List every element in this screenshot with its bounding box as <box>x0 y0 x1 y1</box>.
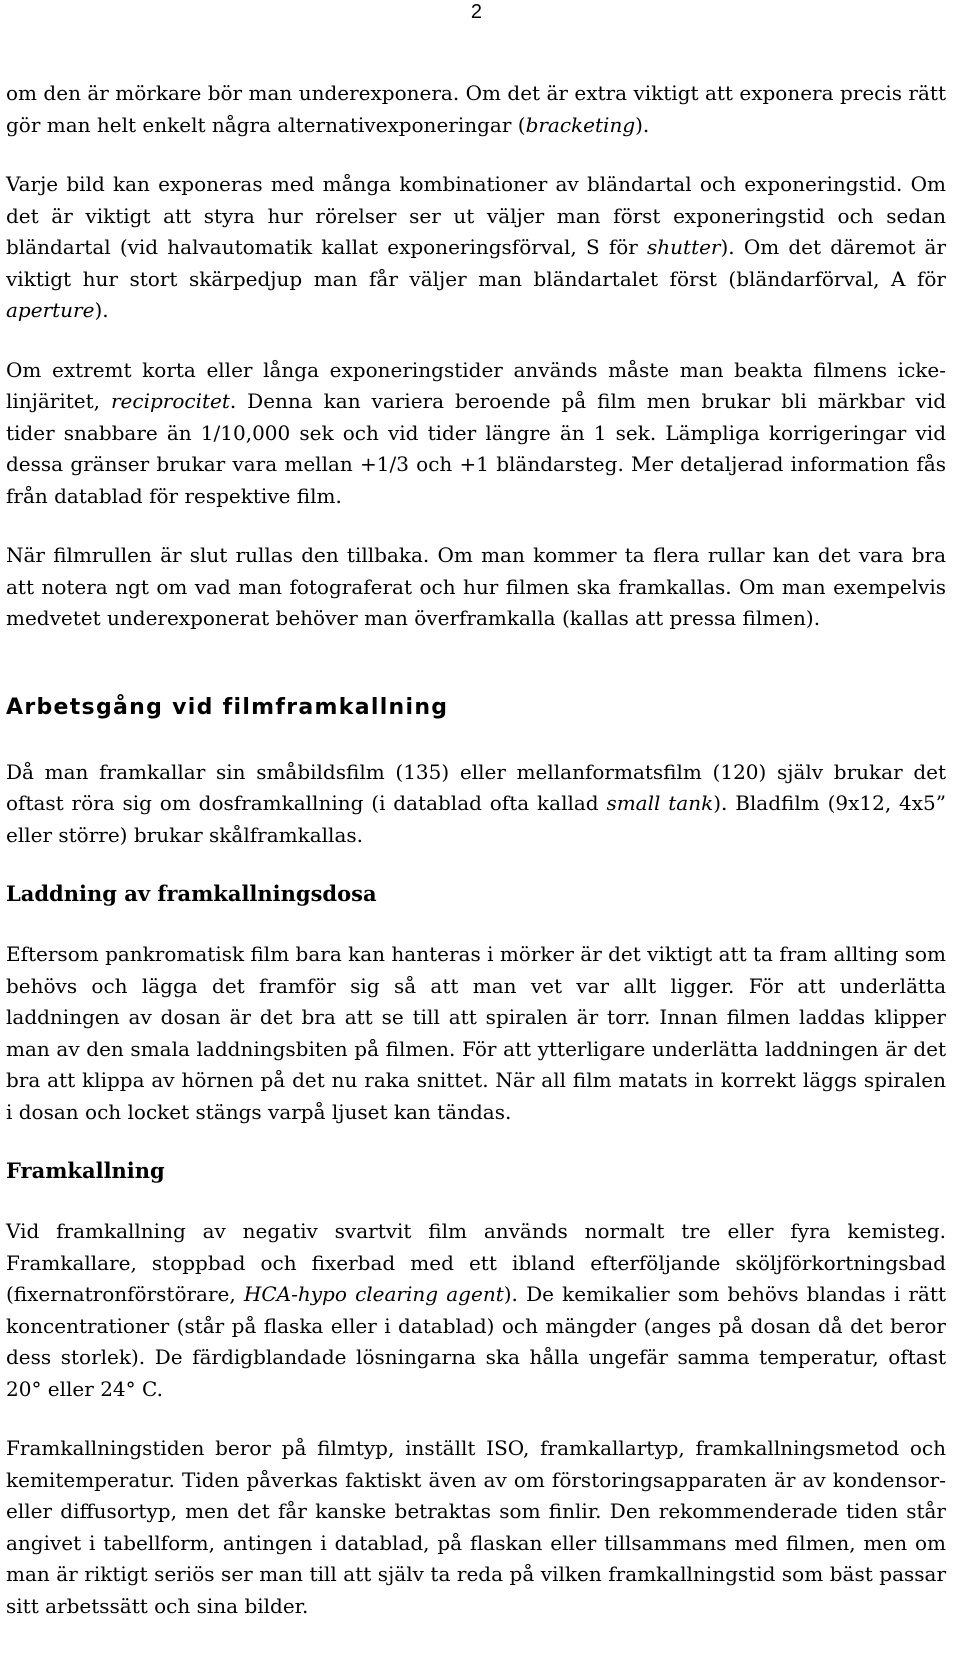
paragraph-film-rewind: När filmrullen är slut rullas den tillbaka. Om man kommer ta flera rullar kan det vara bra att notera ngt om vad man fotograferat och hur filmen ska framkallas. Om man exempelvis medvetet underexponerat behöver man överframkalla (kallas att pressa filmen). <box>6 543 946 630</box>
italic-term: aperture <box>6 298 95 322</box>
subheading-developing: Framkallning <box>6 1158 165 1183</box>
italic-term: small tank <box>606 791 714 815</box>
text-run: Varje bild kan exponeras med många kombinationer av bländartal och exponeringstid. Om det är viktigt att styra hur rörelser ser ut väljer man först exponeringstid och sedan bländartal (vid halvautomatik kallat exponeringsförval, S för <box>6 172 946 259</box>
text-run: ). <box>94 298 109 322</box>
italic-term: bracketing <box>525 112 636 137</box>
text-run: Då man framkallar sin småbildsfilm (135) eller mellanformatsfilm (120) själv brukar det oftast röra sig om dosframkallning (i datablad ofta kallad <box>6 759 946 815</box>
paragraph-tank-development <box>6 757 946 852</box>
italic-term: reciprocitet <box>110 389 230 413</box>
subheading-loading: Laddning av framkallningsdosa <box>6 881 377 906</box>
text-run: Vid framkallning av negativ svartvit film används normalt tre eller fyra kemisteg. Framkallare, stoppbad och fixerbad med ett ibland efterföljande sköljförkortningsbad (fixernatronförstörare, <box>6 1219 946 1306</box>
paragraph-aperture-shutter <box>6 169 946 327</box>
italic-term: HCA-hypo clearing agent <box>243 1282 504 1306</box>
paragraph-loading: Eftersom pankromatisk film bara kan hanteras i mörker är det viktigt att ta fram allting som behövs och lägga det framför sig så att man vet var allt ligger. För att underlätta laddningen av dosan är det bra att se till att spiralen är torr. Innan filmen laddas klipper man av den smala laddningsbiten på filmen. För att ytterligare underlätta laddningen är det bra att klippa av hörnen på det nu raka snittet. När all film matats in korrekt läggs spiralen i dosan och locket stängs varpå ljuset kan tändas. <box>6 942 946 1124</box>
text-run: ). Om det däremot är viktigt hur stort skärpedjup man får väljer man bländartalet först (bländarförval, A för <box>6 235 947 291</box>
paragraph-development-time: Framkallningstiden beror på filmtyp, inställt ISO, framkallartyp, framkallningsmetod och kemitemperatur. Tiden påverkas faktiskt även av om förstoringsapparaten är av kondensor- eller diffusortyp, men det får kanske betraktas som finlir. Den rekommenderade tiden står angivet i tabellform, antingen i datablad, på flaskan eller tillsammans med filmen, men om man är riktigt seriös ser man till att själv ta reda på vilken framkallningstid som bäst passar sitt arbetssätt och sina bilder. <box>6 1436 946 1618</box>
page-number: 2 <box>470 1 482 23</box>
paragraph-reciprocity <box>6 355 946 513</box>
text-run: ). <box>635 112 650 137</box>
section-heading: Arbetsgång vid filmframkallning <box>6 694 449 720</box>
document-body <box>6 78 946 1650</box>
text-run: ). Bladfilm (9x12, 4x5” eller större) brukar skålframkallas. <box>6 791 946 847</box>
italic-term: shutter <box>647 235 721 259</box>
paragraph-exposure-bracketing <box>6 78 946 141</box>
text-run: om den är mörkare bör man underexponera. Om det är extra viktigt att exponera precis rätt gör man helt enkelt några alternativexponeringar ( <box>6 81 946 137</box>
text-run: . Denna kan variera beroende på film men brukar bli märkbar vid tider snabbare än 1/10,000 sek och vid tider längre än 1 sek. Lämpliga korrigeringar vid dessa gränser brukar vara mellan +1/3 och +1 bländarsteg. Mer detaljerad information fås från datablad för respektive film. <box>6 389 946 508</box>
text-run: Om extremt korta eller långa exponeringstider används måste man beakta filmens icke-linjäritet, <box>6 357 946 413</box>
paragraph-chemistry <box>6 1216 946 1405</box>
text-run: ). De kemikalier som behövs blandas i rätt koncentrationer (står på flaska eller i datablad) och mängder (anges på dosan då det beror dess storlek). De färdigblandade lösningarna ska hålla ungefär samma temperatur, oftast 20° eller 24° C. <box>6 1282 946 1401</box>
